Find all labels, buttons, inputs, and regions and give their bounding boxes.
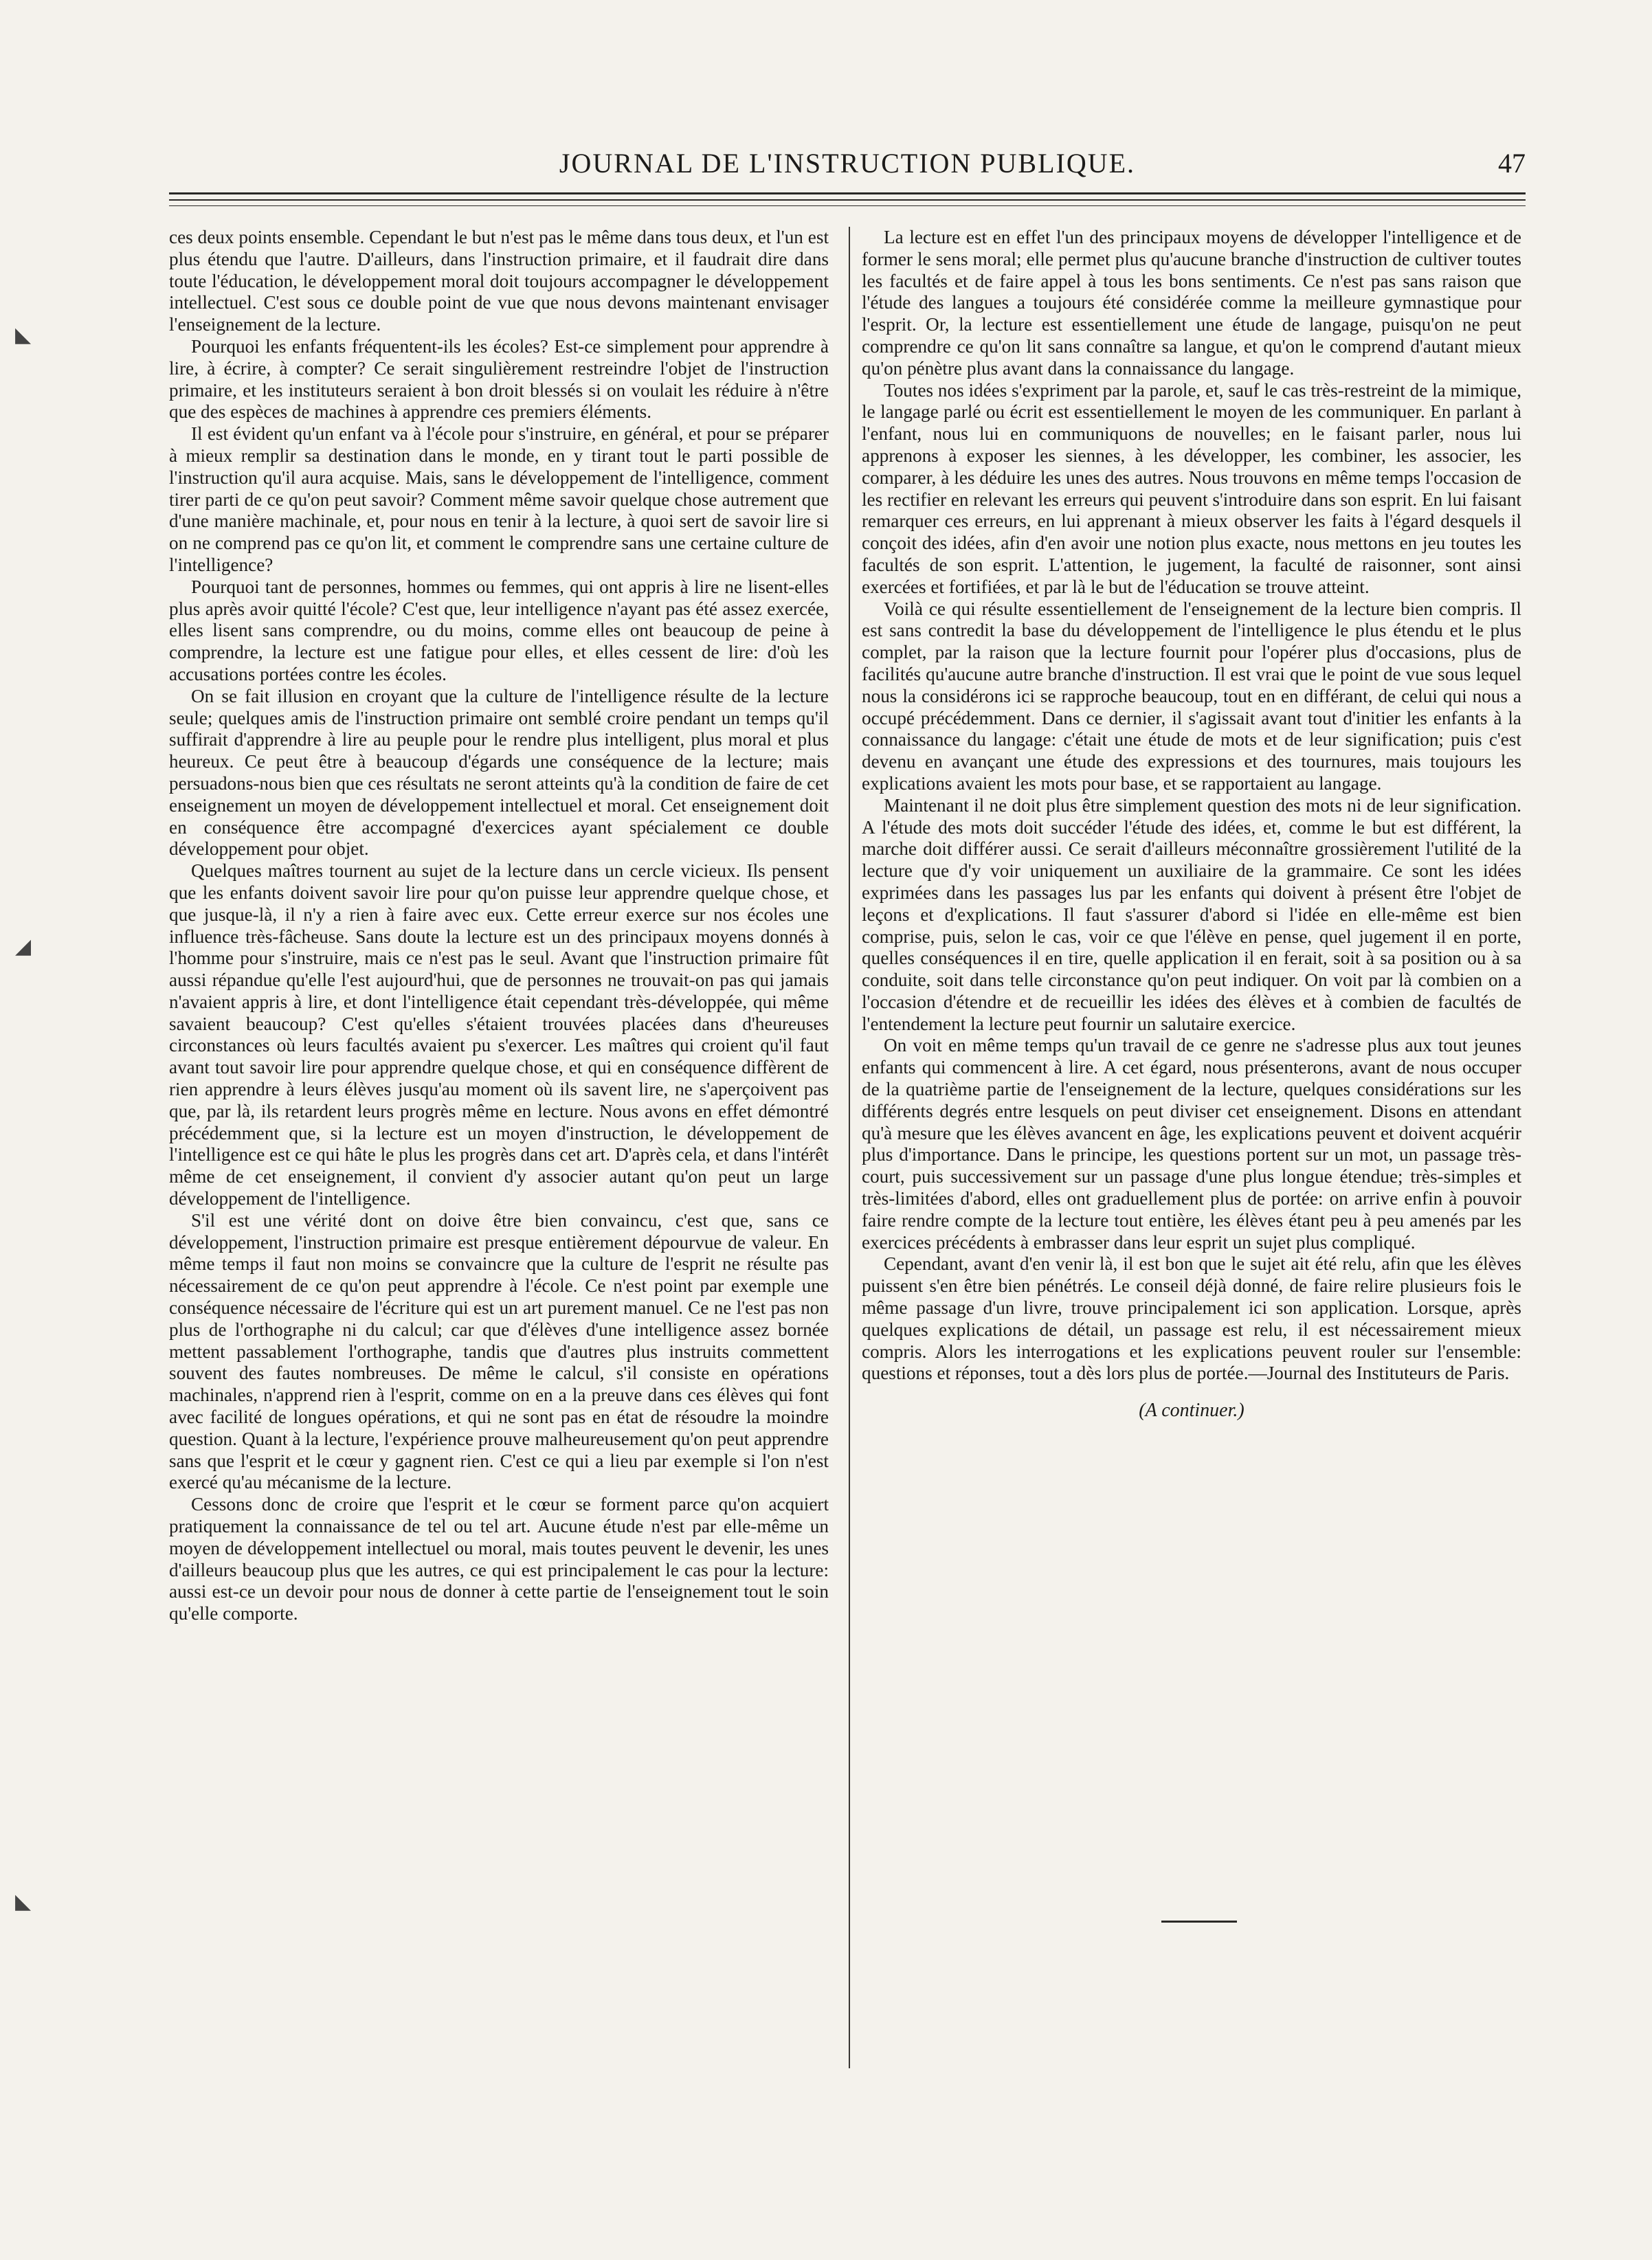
paragraph: On voit en même temps qu'un travail de ce genre ne s'adresse plus aux tout jeunes enfants qui commencent à lire. A cet égard, nous présenterons, avant de nous occuper de la quatrième partie de l'enseignement de la lecture, quelques considérations sur les différents degrés entre lesquels on peut diviser cet enseignement. Disons en attendant qu'à mesure que les élèves avancent en âge, les explications peuvent et doivent acquérir plus d'importance. Dans le principe, les questions portent sur un mot, un passage très-court, puis successivement sur un passage d'une plus longue étendue; très-simples et très-limitées d'abord, elles ont graduellement plus de portée: on arrive enfin à pouvoir faire rendre compte de la lecture tout entière, les élèves étant peu à peu amenés par les exercices précédents à embrasser dans leur esprit un sujet plus compliqué. [862,1035,1521,1253]
paragraph: ces deux points ensemble. Cependant le but n'est pas le même dans tous deux, et l'un est plus étendu que l'autre. D'ailleurs, dans l'instruction primaire, et il faudrait dire dans toute l'éducation, le développement moral doit toujours accompagner le développement intellectuel. C'est sous ce double point de vue que nous devons maintenant envisager l'enseignement de la lecture. [169,227,829,335]
continuation-note: (A continuer.) [1139,1400,1244,1422]
paragraph: Quelques maîtres tournent au sujet de la lecture dans un cercle vicieux. Ils pensent que les enfants doivent savoir lire pour qu'on puisse leur apprendre quelque chose, et que jusque-là, il n'y a rien à faire avec eux. Cette erreur exerce sur nos écoles une influence très-fâcheuse. Sans doute la lecture est un des principaux moyens donnés à l'homme pour s'instruire, mais ce n'est pas le seul. Avant que l'instruction primaire fût aussi répandue qu'elle l'est aujourd'hui, que de personnes ne trouvait-on pas qui jamais n'avaient appris à lire, et dont l'intelligence était cependant très-développée, qui même savaient beaucoup? C'est qu'elles s'étaient trouvées placées dans d'heureuses circonstances où leurs facultés avaient pu s'exercer. Les maîtres qui croient qu'il faut avant tout savoir lire pour apprendre quelque chose, et qui en conséquence diffèrent de rien apprendre à leurs élèves jusqu'au moment où ils savent lire, ne s'aperçoivent pas que, par là, ils retardent leurs progrès même en lecture. Nous avons en effet démontré précédemment que, si la lecture est un moyen d'instruction, le développement de l'intelligence est ce qui hâte le plus les progrès dans cet art. D'après cela, et dans l'intérêt même de cet enseignement, il convient d'y associer autant qu'on peut un large développement de l'intelligence. [169,860,829,1209]
paragraph: La lecture est en effet l'un des principaux moyens de développer l'intelligence et de former le sens moral; elle permet plus qu'aucune branche d'instruction de cultiver toutes les facultés et de faire appel à tous les bons sentiments. Ce n'est pas sans raison que l'étude des langues a toujours été considérée comme la meilleure gymnastique pour l'esprit. Or, la lecture est essentiellement une étude de langage, puisqu'on ne peut comprendre ce qu'on lit sans connaître sa langue, et qu'on le comprend d'autant mieux qu'on pénètre plus avant dans la connaissance du langage. [862,227,1521,379]
page-header [169,146,1526,187]
paragraph: Cessons donc de croire que l'esprit et le cœur se forment parce qu'on acquiert pratiquement la connaissance de tel ou tel art. Aucune étude n'est par elle-même un moyen de développement intellectuel ou moral, mais toutes peuvent le devenir, les unes d'ailleurs beaucoup plus que les autres, ce qui est principalement le cas pour la lecture: aussi est-ce un devoir pour nous de donner à cette partie de l'enseignement tout le soin qu'elle comporte. [169,1494,829,1624]
end-rule [1161,1921,1237,1923]
margin-mark: ◢ [15,935,32,958]
left-column [169,227,829,1625]
header-rule [169,192,1526,194]
right-column [862,227,1521,1422]
paragraph: Toutes nos idées s'expriment par la parole, et, sauf le cas très-restreint de la mimique, le langage parlé ou écrit est essentiellement le moyen de les communiquer. En parlant à l'enfant, nous lui en communiquons de nouvelles; en le faisant parler, nous lui apprenons à exposer les siennes, à les développer, les combiner, les associer, les comparer, à les déduire les unes des autres. Nous trouvons en même temps l'occasion de les rectifier en relevant les erreurs qui peuvent s'introduire dans son esprit. En lui faisant remarquer ces erreurs, en lui apprenant à mieux observer les faits à l'égard desquels il conçoit des idées, afin d'en avoir une notion plus exacte, nous mettons en jeu toutes les facultés de son esprit. L'attention, le jugement, la faculté de raisonner, sont ainsi exercées et fortifiées, et par là le but de l'éducation se trouve atteint. [862,379,1521,597]
paragraph: Cependant, avant d'en venir là, il est bon que le sujet ait été relu, afin que les élèves puissent s'en être bien pénétrés. Le conseil déjà donné, de faire relire plusieurs fois le même passage d'un livre, trouve principalement ici son application. Lorsque, après quelques explications de détail, un passage est relu, il est nécessairement mieux compris. Alors les interrogations et les explications peuvent rouler sur l'ensemble: questions et réponses, tout a dès lors plus de portée.—Journal des Instituteurs de Paris. [862,1253,1521,1384]
header-rule [169,205,1526,206]
paragraph: On se fait illusion en croyant que la culture de l'intelligence résulte de la lecture seule; quelques amis de l'instruction primaire ont semblé croire pendant un temps qu'il suffirait d'apprendre à lire au peuple pour le rendre plus intelligent, plus moral et plus heureux. Ce peut être à beaucoup d'égards une conséquence de la lecture; mais persuadons-nous bien que ces résultats ne seront atteints qu'à la condition de faire de cet enseignement un moyen de développement intellectuel et moral. Cet enseignement doit en conséquence être accompagné d'exercices ayant spécialement ce double développement pour objet. [169,685,829,860]
paragraph: Il est évident qu'un enfant va à l'école pour s'instruire, en général, et pour se préparer à mieux remplir sa destination dans le monde, en y tirant tout le parti possible de l'instruction qu'il aura acquise. Mais, sans le développement de l'intelligence, comment tirer parti de ce qu'on peut savoir? Comment même savoir quelque chose autrement que d'une manière machinale, et, pour nous en tenir à la lecture, à quoi sert de savoir lire si on ne comprend pas ce qu'on lit, et comment le comprendre sans une certaine culture de l'intelligence? [169,423,829,575]
paragraph: Pourquoi les enfants fréquentent-ils les écoles? Est-ce simplement pour apprendre à lire, à écrire, à compter? Ce serait singulièrement restreindre l'objet de l'instruction primaire, et les instituteurs seraient à bon droit blessés si on voulait les réduire à n'être que des espèces de machines à apprendre ces premiers éléments. [169,335,829,423]
paragraph: Voilà ce qui résulte essentiellement de l'enseignement de la lecture bien compris. Il est sans contredit la base du développement de l'intelligence le plus étendu et le plus complet, par la raison que la lecture fournit pour l'opérer plus d'occasions, plus de facilités qu'aucune autre branche d'instruction. Il est vrai que le point de vue sous lequel nous la considérons ici se rapproche beaucoup, tout en en différant, de celui qui nous a occupé précédemment. Dans ce dernier, il s'agissait avant tout d'initier les enfants à la connaissance du langage: c'était une étude de mots et de leur signification; puis c'est devenu en avançant une étude des expressions et des tournures, mais toujours les explications avaient les mots pour base, et se rapportaient au langage. [862,598,1521,794]
column-divider [849,227,850,2068]
header-rule [169,199,1526,201]
margin-mark: ◣ [15,1890,32,1913]
paragraph: S'il est une vérité dont on doive être bien convaincu, c'est que, sans ce développement, l'instruction primaire est presque entièrement dépourvue de valeur. En même temps il faut non moins se convaincre que la culture de l'esprit ne résulte pas nécessairement de ce qu'on peut apprendre à l'école. Ce n'est point par exemple une conséquence nécessaire de l'écriture qui est un art purement manuel. Ce ne l'est pas non plus de l'orthographe ni du calcul; car que d'élèves d'une intelligence assez bornée mettent passablement l'orthographe, tandis que d'autres plus instruits commettent souvent des fautes nombreuses. De même le calcul, s'il consiste en opérations machinales, n'apprend rien à l'esprit, comme on en a la preuve dans ces élèves qui font avec facilité de longues opérations, et qui ne sont pas en état de résoudre la moindre question. Quant à la lecture, l'expérience prouve malheureusement qu'on peut apprendre sans que l'esprit et le cœur y gagnent rien. C'est ce qui a lieu par exemple si l'on n'est exercé qu'au mécanisme de la lecture. [169,1209,829,1493]
paragraph: Maintenant il ne doit plus être simplement question des mots ni de leur signification. A l'étude des mots doit succéder l'étude des idées, et, comme le but est différent, la marche doit différer aussi. Ce serait d'ailleurs méconnaître grossièrement l'utilité de la lecture que d'y voir uniquement un auxiliaire de la grammaire. Ce sont les idées exprimées dans les passages lus par les enfants qui doivent à présent être l'objet de leçons et d'explications. Il faut s'assurer d'abord si l'idée en elle-même est bien comprise, puis, selon le cas, voir ce que l'élève en pense, quel jugement il en porte, quelles conséquences il en tire, quelle application il en ferait, soit à sa position ou à sa conduite, soit dans telle circonstance qu'on peut indiquer. On voit par là combien on a l'occasion d'étendre et de recueillir les idées des élèves et à combien de facultés de l'entendement la lecture peut fournir un salutaire exercice. [862,794,1521,1034]
running-title: JOURNAL DE L'INSTRUCTION PUBLIQUE. [559,148,1136,179]
page-number: 47 [1498,148,1526,179]
margin-mark: ◣ [15,324,32,346]
paragraph: Pourquoi tant de personnes, hommes ou femmes, qui ont appris à lire ne lisent-elles plus après avoir quitté l'école? C'est que, leur intelligence n'ayant pas été assez exercée, elles lisent sans comprendre, ou du moins, comme elles ont beaucoup de peine à comprendre, la lecture est une fatigue pour elles, et elles cessent de lire: d'où les accusations portées contre les écoles. [169,576,829,684]
